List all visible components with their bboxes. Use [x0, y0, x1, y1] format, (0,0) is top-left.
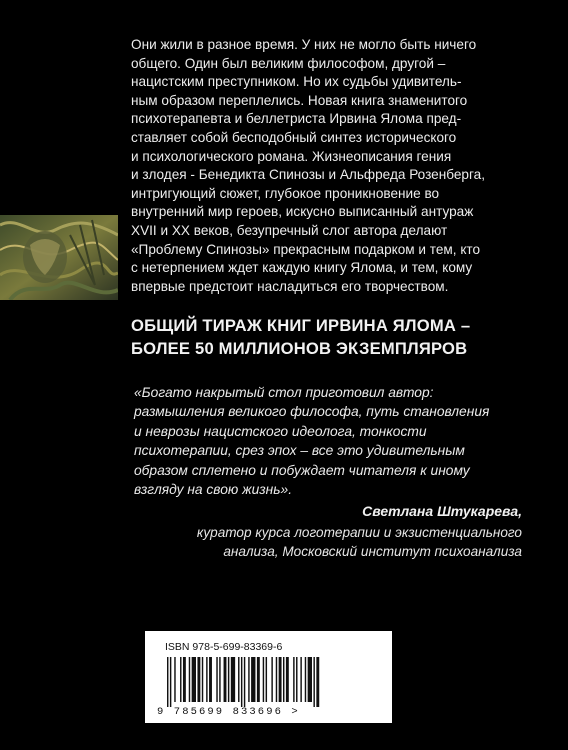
barcode-bar [251, 657, 255, 702]
headline-line: БОЛЕЕ 50 МИЛЛИОНОВ ЭКЗЕМПЛЯРОВ [131, 339, 468, 358]
barcode-bar [231, 657, 235, 702]
barcode-bar [189, 657, 190, 702]
headline-line: ОБЩИЙ ТИРАЖ КНИГ ИРВИНА ЯЛОМА – [131, 316, 471, 335]
barcode-bar [197, 657, 200, 702]
barcode-panel [145, 631, 392, 723]
quote-line: взгляду на свою жизнь». [134, 482, 293, 498]
barcode-bar [183, 657, 186, 702]
barcode-bars [167, 657, 370, 707]
quote-line: размышления великого философа, путь становления [134, 404, 490, 420]
barcode-bar [206, 657, 207, 702]
barcode-bar [248, 657, 249, 702]
barcode-bar [316, 657, 319, 707]
barcode-bar [296, 657, 297, 702]
barcode-bar [276, 657, 277, 702]
barcode-bar [216, 657, 217, 702]
barcode-bar [170, 657, 171, 707]
barcode-bar [219, 657, 220, 702]
barcode-bar [228, 657, 229, 702]
quote-line: «Богато накрытый стол приготовил автор: [134, 385, 434, 400]
book-description [131, 36, 536, 296]
circulation-headline [131, 314, 551, 360]
barcode-bar [263, 657, 264, 702]
barcode-bar [279, 657, 282, 702]
description-line: Они жили в разное время. У них не могло быть ничего [131, 37, 477, 52]
description-line: психотерапевта и беллетриста Ирвина Ялома пред- [131, 111, 462, 127]
description-line: ставляет собой бесподобный синтез исторического [131, 129, 457, 145]
barcode-bar [244, 657, 245, 707]
barcode-bar [224, 657, 227, 702]
barcode-bar [192, 657, 196, 702]
barcode-bar [266, 657, 267, 702]
barcode-bar [257, 657, 260, 702]
barcode-bar [202, 657, 203, 702]
quote-author-name: Светлана Штукарева, [362, 503, 522, 519]
barcode-bar [174, 657, 175, 702]
quote-line: и неврозы нацистского идеолога, тонкости [134, 423, 427, 439]
description-line: общего. Один был великим философом, другой – [131, 55, 446, 71]
description-line: и психологического романа. Жизнеописания гения [131, 148, 452, 164]
description-line: и злодея - Бенедикта Спинозы и Альфреда Розенберга, [131, 167, 485, 183]
description-line: нацистским преступником. Но их судьбы удивитель- [131, 74, 462, 90]
description-line: внутренний мир героев, искусно выписанный антураж [131, 204, 474, 220]
review-quote [134, 383, 544, 499]
barcode-bar [286, 657, 289, 702]
description-line: XVII и XX веков, безупречный слог автора делают [131, 222, 448, 238]
barcode-bar [271, 657, 272, 702]
quote-line: психотерапии, срез эпох – все это удивительным [134, 443, 465, 459]
barcode-bar [180, 657, 181, 702]
barcode-bar [167, 657, 168, 707]
quote-author-role [197, 523, 522, 561]
barcode-bar [313, 657, 314, 707]
isbn-label: ISBN 978-5-699-83369-6 [165, 641, 283, 653]
description-line: интригующий сюжет, глубокое проникновение во [131, 185, 440, 201]
quote-line: образом сплетено и побуждает читателя к иному [134, 462, 470, 478]
barcode-bar [209, 657, 212, 702]
description-line: ным образом переплелись. Новая книга знаменитого [131, 92, 468, 108]
description-line: «Проблему Спинозы» прекрасным подарком и тем, кто [131, 241, 481, 257]
barcode-bar [293, 657, 294, 702]
barcode-bar [300, 657, 301, 702]
barcode-number: 9 785699 833696 > [157, 706, 300, 718]
barcode-bar [305, 657, 306, 702]
author-role-line: куратор курса логотерапии и экзистенциального [196, 525, 522, 540]
barcode-bar [241, 657, 242, 707]
barcode-bar [238, 657, 239, 702]
barcode-bar [283, 657, 284, 702]
barcode-bar [308, 657, 312, 702]
description-line: с нетерпением ждет каждую книгу Ялома, и тем, кому [131, 260, 473, 276]
author-role-line: анализа, Московский институт психоанализа [223, 544, 522, 559]
cover-artwork-fragment [0, 215, 118, 300]
description-line: впервые предстоит насладиться его творчеством. [131, 278, 449, 294]
